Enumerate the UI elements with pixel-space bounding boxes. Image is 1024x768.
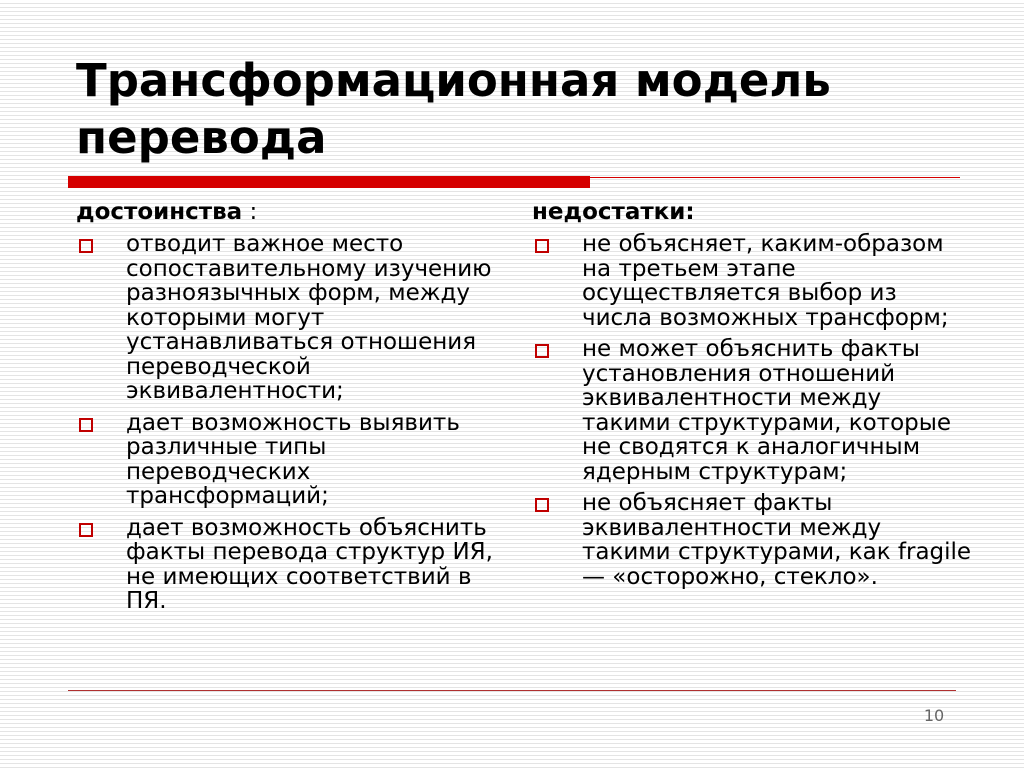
advantages-column: [76, 200, 516, 621]
slide-title: Трансформационная модель перевода: [76, 54, 831, 164]
title-underline-thick: [68, 176, 590, 188]
disadvantages-column: [532, 200, 972, 596]
list-item: [76, 411, 516, 509]
square-bullet-icon: [79, 523, 93, 537]
list-item-text: не может объяснить факты установления отношений эквивалентности между такими структурами, которые не сводятся к аналогичным ядерным структурам;: [582, 336, 952, 485]
square-bullet-icon: [79, 239, 93, 253]
list-item: [532, 337, 972, 484]
list-item-text: отводит важное место сопоставительному изучению разноязычных форм, между которыми могут устанавливаться отношения переводческой эквивалентности;: [126, 231, 492, 404]
list-item: [76, 516, 516, 614]
advantages-heading-text: достоинства: [76, 199, 243, 225]
square-bullet-icon: [535, 344, 549, 358]
advantages-heading-colon: :: [242, 199, 258, 225]
advantages-heading: [76, 200, 516, 226]
page-number: 10: [923, 706, 945, 725]
disadvantages-heading: недостатки:: [532, 199, 695, 225]
advantages-list: [76, 232, 516, 614]
list-item: [532, 491, 972, 589]
list-item-text: дает возможность объяснить факты перевода структур ИЯ, не имеющих соответствий в ПЯ.: [126, 514, 493, 614]
footer-divider: [68, 690, 956, 691]
list-item-text: не объясняет, каким-образом на третьем этапе осуществляется выбор из числа возможных трансформ;: [582, 231, 949, 331]
list-item-text: не объясняет факты эквивалентности между такими структурами, как fragile — «осторожно, стекло».: [582, 490, 972, 590]
list-item-text: дает возможность выявить различные типы переводческих трансформаций;: [126, 409, 460, 509]
list-item: [76, 232, 516, 404]
list-item: [532, 232, 972, 330]
square-bullet-icon: [535, 239, 549, 253]
square-bullet-icon: [535, 498, 549, 512]
disadvantages-list: [532, 232, 972, 589]
square-bullet-icon: [79, 418, 93, 432]
title-underline-thin: [590, 177, 960, 178]
